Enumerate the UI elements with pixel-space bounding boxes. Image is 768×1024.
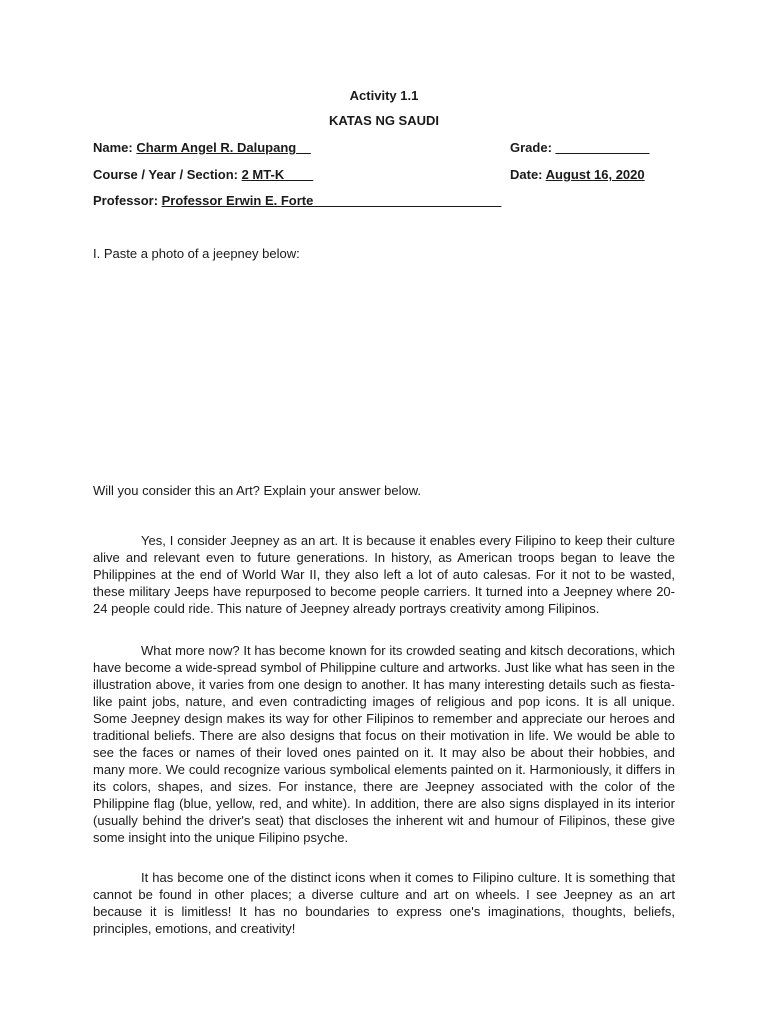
answer-paragraph-3: It has become one of the distinct icons when it comes to Filipino culture. It is something that cannot be found in other places; a diverse culture and art on wheels. I see Jeepney as an art because it is limitless! It has no boundaries to express one's imaginations, thoughts, beliefs, principles, emotions, and creativity! bbox=[93, 870, 675, 936]
grade-field bbox=[510, 140, 650, 155]
date-value: August 16, 2020 bbox=[545, 167, 645, 182]
date-label: Date: bbox=[510, 167, 546, 182]
name-value: Charm Angel R. Dalupang__ bbox=[136, 140, 311, 155]
grade-value: _____________ bbox=[555, 140, 650, 155]
professor-label: Professor: bbox=[93, 193, 162, 208]
grade-label: Grade: bbox=[510, 140, 556, 155]
activity-heading: Activity 1.1 bbox=[349, 88, 419, 103]
date-field bbox=[510, 167, 645, 182]
professor-field bbox=[93, 193, 501, 208]
answer-paragraph-2: What more now? It has become known for its crowded seating and kitsch decorations, which have become a wide-spread symbol of Philippine culture and artworks. Just like what has seen in the illustration above, it varies from one design to another. It has many interesting details such as fiesta-like paint jobs, nature, and even contradicting images of religious and pop icons. It is all unique. Some Jeepney design makes its way for other Filipinos to remember and appreciate our heroes and traditional beliefs. There are also designs that focus on their motivation in life. We would be able to see the faces or names of their loved ones painted on it. It may also be about their hobbies, and many more. We could recognize various symbolical elements painted on it. Harmoniously, it differs in its colors, shapes, and sizes. For instance, there are Jeepney associated with the color of the Philippine flag (blue, yellow, red, and white). In addition, there are also signs displayed in its interior (usually behind the driver's seat) that discloses the inherent wit and humour of Filipinos, these give some insight into the unique Filipino psyche. bbox=[93, 643, 675, 845]
course-value: 2 MT-K____ bbox=[241, 167, 314, 182]
course-field bbox=[93, 167, 313, 182]
answer-paragraph-1: Yes, I consider Jeepney as an art. It is because it enables every Filipino to keep their culture alive and relevant even to future generations. In history, as American troops began to leave the Philippines at the end of World War II, they also left a lot of auto calesas. For it not to be wasted, these military Jeeps have repurposed to become people carriers. It turned into a Jeepney where 20-24 people could ride. This nature of Jeepney already portrays creativity among Filipinos. bbox=[93, 533, 675, 616]
professor-value: Professor Erwin E. Forte__________________________ bbox=[161, 193, 502, 208]
document-title: KATAS NG SAUDI bbox=[328, 113, 440, 128]
question-instruction: Will you consider this an Art? Explain your answer below. bbox=[93, 483, 422, 498]
course-label: Course / Year / Section: bbox=[93, 167, 242, 182]
name-label: Name: bbox=[93, 140, 137, 155]
name-field bbox=[93, 140, 311, 155]
photo-placeholder bbox=[93, 270, 675, 470]
photo-instruction: I. Paste a photo of a jeepney below: bbox=[93, 246, 300, 261]
